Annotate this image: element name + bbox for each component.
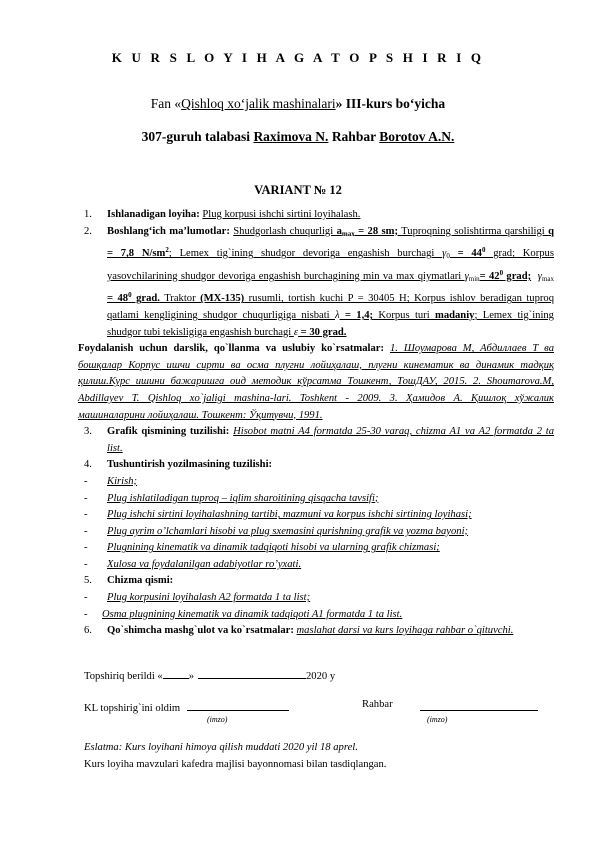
item-6 bbox=[84, 623, 554, 640]
item-label: Grafik qismining tuzilishi: bbox=[107, 426, 234, 438]
supervisor-name: Borotov A.N. bbox=[379, 129, 455, 144]
item-4 bbox=[84, 457, 554, 474]
gamma-min-symbol: γ bbox=[464, 270, 469, 282]
body-type-value: madaniy bbox=[435, 309, 475, 321]
epsilon-symbol: ε bbox=[293, 326, 299, 338]
range-label: grad; Korpus yasovchilarining shudgor devoriga engashish burchagining min va max qiymatlari bbox=[107, 248, 554, 282]
item-3 bbox=[84, 424, 554, 457]
tractor-label: Traktor bbox=[159, 293, 201, 305]
item-2 bbox=[84, 224, 554, 342]
course-prefix: Fan « bbox=[150, 96, 182, 111]
course-name: Qishloq xo‘jalik mashinalari bbox=[181, 96, 336, 111]
item-label: Ishlanadigan loyiha: bbox=[107, 209, 203, 220]
item-number: 2. bbox=[84, 225, 92, 237]
lambda-value: = 1,4; bbox=[339, 309, 374, 321]
list-item: - Plug korpusini loyihalash A2 formatda 1 ta list; bbox=[84, 592, 311, 604]
day-blank[interactable] bbox=[163, 667, 189, 679]
assignment-body bbox=[78, 207, 555, 640]
student-name: Raximova N. bbox=[253, 129, 329, 144]
list-item: - Plug ayrim o’lchamlari hisobi va plug sxemasini qurishning grafik va yozma bayoni; bbox=[84, 525, 469, 537]
month-blank[interactable] bbox=[198, 667, 306, 679]
list-item: - Plug ishlatiladigan tuproq – iqlim sharoitining qisqacha tavsifi; bbox=[84, 492, 379, 504]
list-item: - Plug ishchi sirtini loyihalashning tartibi, mazmuni va korpus ishchi sirtining loyihasi; bbox=[84, 509, 472, 521]
variant-heading: VARIANT № 12 bbox=[254, 183, 342, 197]
item-label: Tushuntirish yozilmasining tuzilishi: bbox=[107, 459, 273, 471]
page-title: K U R S L O Y I H A G A T O P S H I R I Q bbox=[111, 50, 485, 65]
resistance-value: q = 7,8 $N/sm^2$ bbox=[107, 225, 554, 260]
traction-text: rusumli, tortish kuchi P = 30405 H; Korpus ishlov beradigan tuproq qatlami kengligining shudgor chuqurligiga nisbati bbox=[107, 293, 555, 321]
item-number: 3. bbox=[84, 426, 92, 438]
bottom-angle-label: ; Lemex tig`ining shudgor tubi tekisligiga engashish burchagi bbox=[107, 309, 554, 338]
list-item: - Xulosa va foydalanilgan adabiyotlar ro’yxati. bbox=[84, 558, 302, 570]
supervisor-signature-blank[interactable] bbox=[420, 699, 538, 711]
item-label: Qo`shimcha mashg`ulot va ko`rsatmalar: bbox=[107, 625, 297, 637]
course-suffix: » III-kurs bo‘yicha bbox=[335, 96, 446, 111]
item-number: 6. bbox=[84, 625, 92, 637]
gamma-min-sub: min bbox=[468, 274, 480, 283]
item-label: Chizma qismi: bbox=[107, 575, 174, 587]
item-5 bbox=[84, 573, 554, 590]
gamma0-sub: 0 bbox=[446, 252, 450, 261]
references-block bbox=[78, 341, 554, 424]
item-text: maslahat darsi va kurs loyihaga rahbar o`qituvchi. bbox=[296, 625, 514, 637]
lambda-symbol: λ bbox=[334, 309, 340, 321]
gamma0-symbol: γ bbox=[442, 248, 447, 260]
received-label: KL topshirig`ini oldim bbox=[84, 703, 181, 714]
signature-caption-left: (imzo) bbox=[207, 715, 228, 724]
item-text: Plug korpusi ishchi sirtini loyihalash. bbox=[202, 209, 361, 220]
list-item: - Kirish; bbox=[84, 475, 138, 487]
gamma0-value: = $44^0$ bbox=[449, 246, 486, 260]
signature-caption-right: (imzo) bbox=[427, 715, 448, 724]
item-1 bbox=[84, 207, 554, 224]
gamma-min-value: = $42^0$ grad; bbox=[479, 268, 532, 282]
item-label: Boshlang‘ich ma’lumotlar: bbox=[107, 225, 234, 237]
student-signature-blank[interactable] bbox=[187, 699, 289, 711]
list-item: - Plugnining kinematik va dinamik tadqiqoti hisobi va ularning grafik chizmasi; bbox=[84, 542, 440, 554]
depth-label: Shudgorlash chuqurligi bbox=[233, 225, 337, 237]
tractor-model: (MX-135) bbox=[200, 293, 245, 305]
resistance-label: Tuproqning solishtirma qarshiligi bbox=[397, 225, 549, 237]
gamma-max-value: = $48^0$ grad. bbox=[107, 291, 160, 305]
item-number: 5. bbox=[84, 575, 92, 587]
blade-angle-label: ; Lemex tig`ining shudgor devoriga engashish burchagi bbox=[168, 248, 443, 260]
gamma-max-sub: max bbox=[541, 274, 555, 283]
references-text: 1. Шоумарова М, Абдиллаев Т ва бошқалар Корпус ишчи сирти ва осма плугни лойиҳалаш, плугни кинематик ва динамик тадқиқ қилиш.Курс ишини бажаришга оид методик кўрсатма Тошкент, ТошДАУ, 2015. 2. Shoumarova.M, Abdillayev T. Qishloq xo`jaligi mashina-lari. Toshkent - 2009. 3. Ҳамидов А. Қишлоқ хўжалик машиналарини лойиҳалаш. Тошкент: Ўқитувчи, 1991. bbox=[78, 343, 554, 421]
approval-note: Kurs loyiha mavzulari kafedra majlisi bayonnomasi bilan tasdiqlangan. bbox=[84, 759, 387, 770]
gamma-max-symbol: γ bbox=[537, 270, 542, 282]
body-type-label: Korpus turi bbox=[373, 309, 435, 321]
depth-value: $a_{max} = 28$ sm; bbox=[336, 225, 398, 238]
list-item: - Osma plugnining kinematik va dinamik tadqiqoti A1 formatda 1 ta list. bbox=[84, 608, 403, 620]
issue-date-line: Topshiriq berildi « » 2020 y bbox=[84, 667, 554, 682]
item-text: Hisobot matni A4 formatda 25-30 varaq, chizma A1 va A2 formatda 2 ta list. bbox=[107, 426, 555, 454]
epsilon-value: = 30 grad. bbox=[298, 326, 347, 338]
course-line bbox=[0, 96, 596, 112]
group-prefix: 307-guruh talabasi bbox=[141, 129, 254, 144]
references-label: Foydalanish uchun darslik, qo`llanma va uslubiy ko`rsatmalar: bbox=[78, 343, 390, 355]
item-number: 1. bbox=[84, 209, 92, 220]
item-number: 4. bbox=[84, 459, 92, 471]
defense-note: Eslatma: Kurs loyihani himoya qilish muddati 2020 yil 18 aprel. bbox=[84, 742, 358, 753]
student-line bbox=[0, 129, 596, 145]
supervisor-prefix: Rahbar bbox=[328, 129, 380, 144]
supervisor-label: Rahbar bbox=[362, 699, 393, 710]
signature-line bbox=[84, 699, 554, 714]
